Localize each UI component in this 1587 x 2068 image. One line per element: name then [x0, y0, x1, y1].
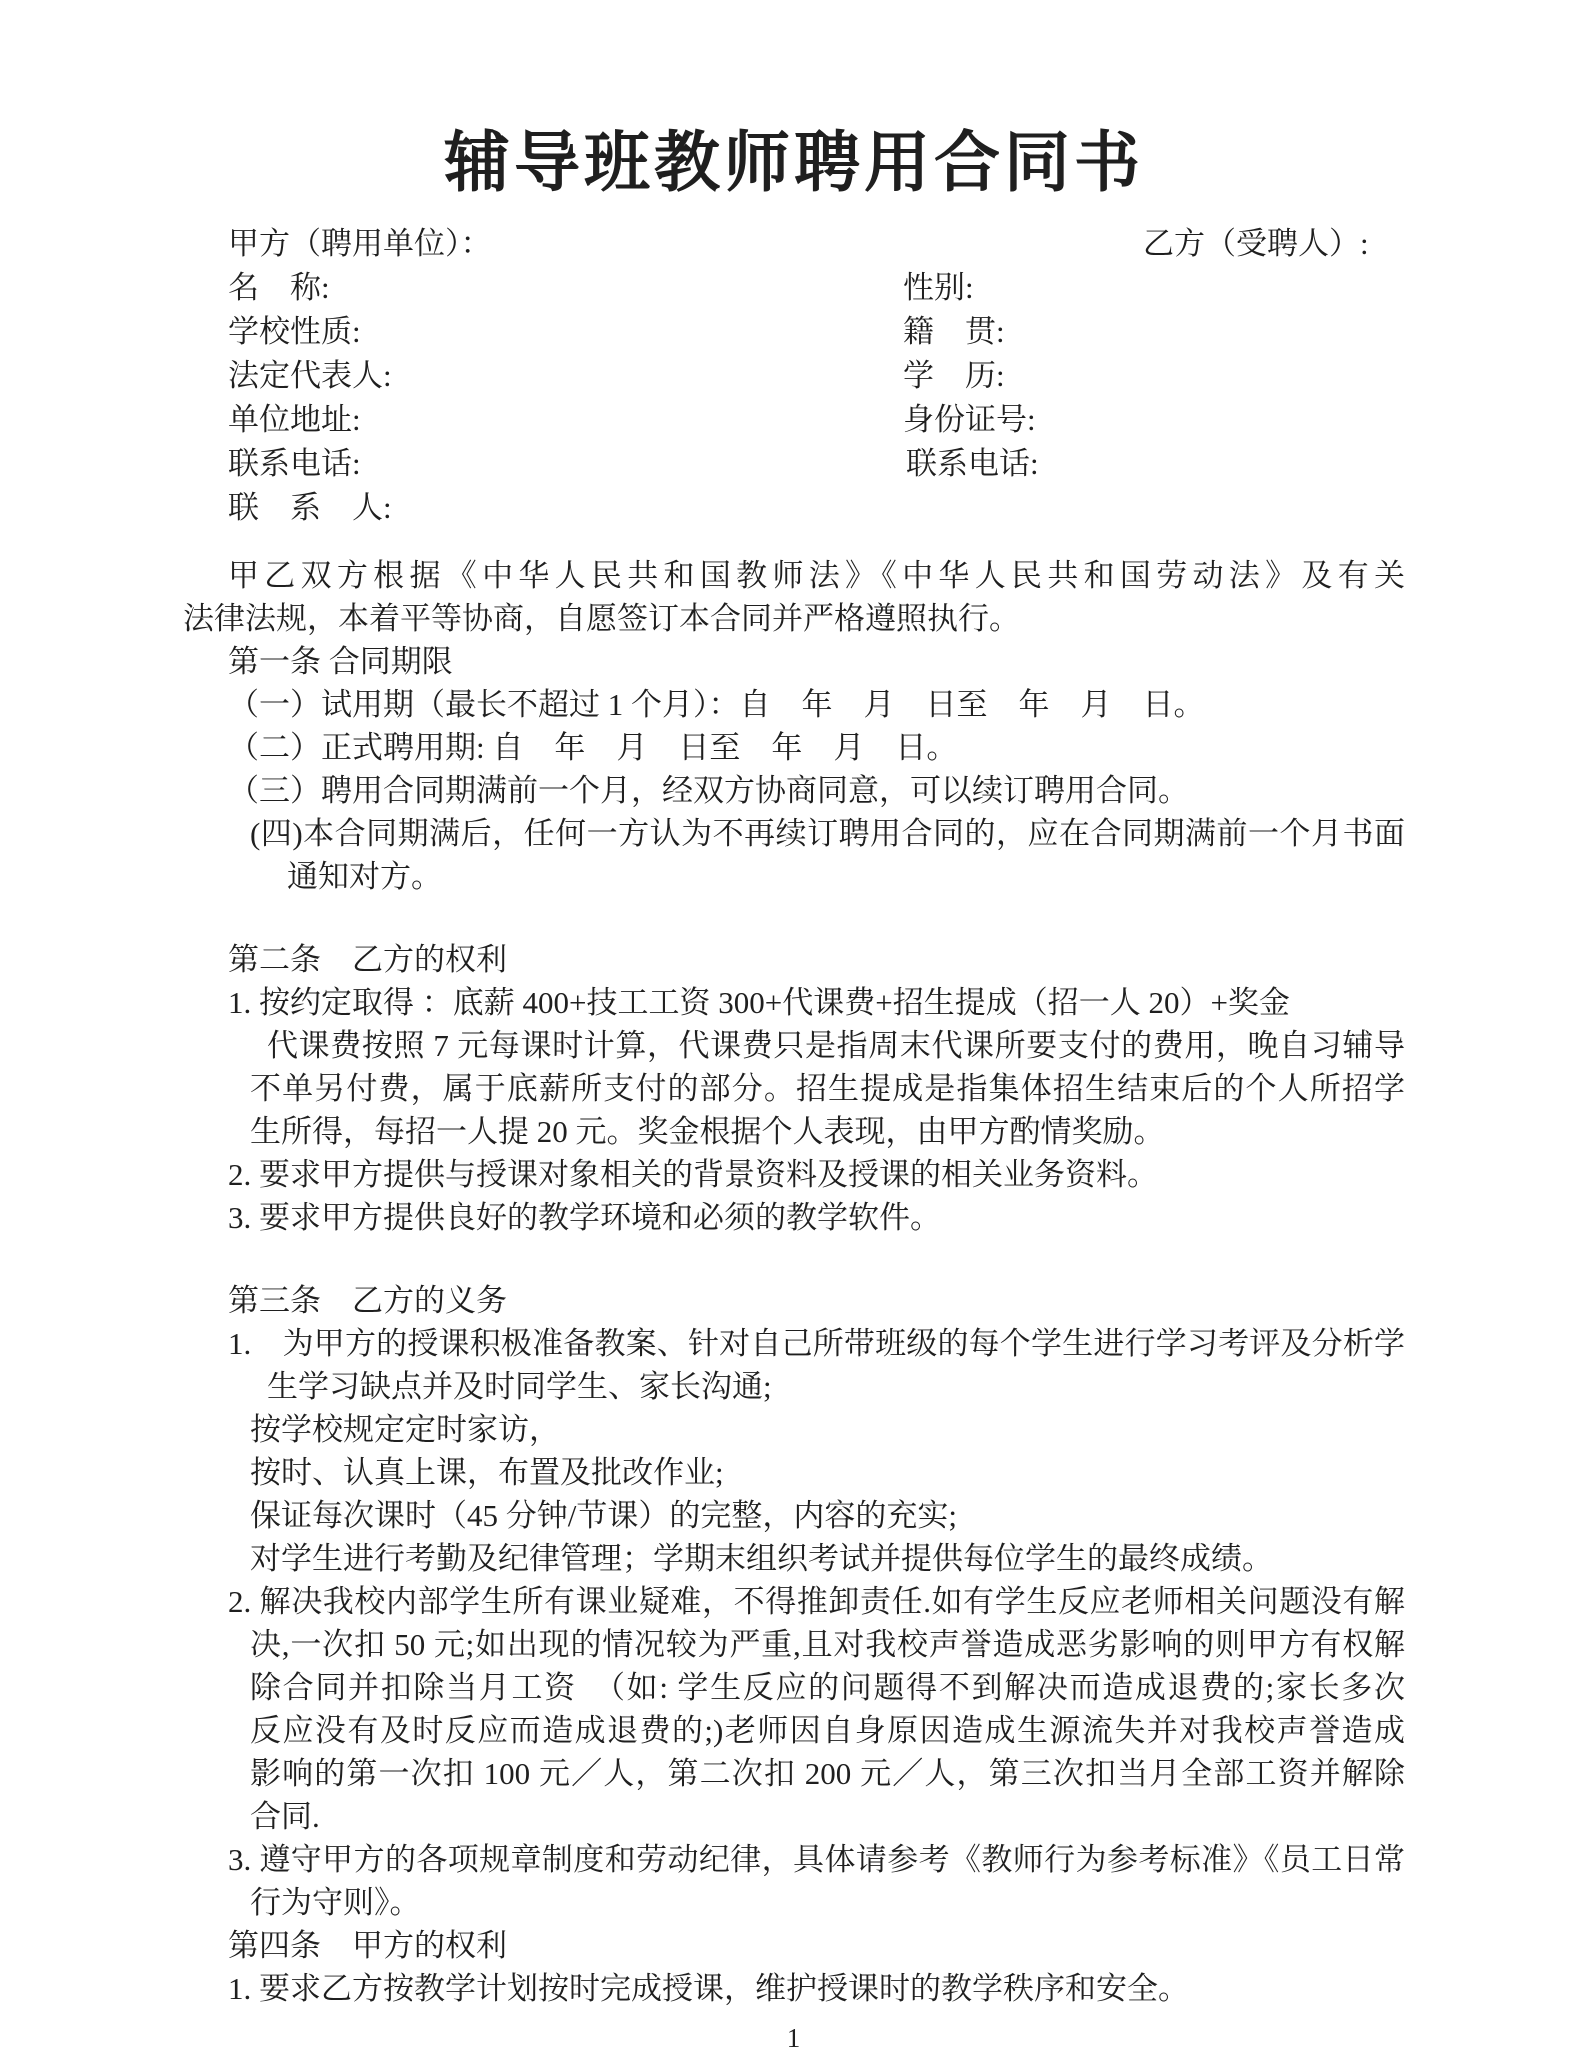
contract-line: 按时、认真上课，布置及批改作业;: [250, 1455, 724, 1490]
field-label-contact-person: 联 系 人:: [228, 490, 392, 525]
contract-line: 2. 解决我校内部学生所有课业疑难，不得推卸责任.如有学生反应老师相关问题没有解: [228, 1584, 1405, 1619]
article-1-heading: 第一条 合同期限: [228, 644, 453, 679]
article-2-heading: 第二条 乙方的权利: [228, 942, 507, 977]
blank-line: [183, 898, 1405, 938]
contract-line: 1. 按约定取得 ：底薪 400+技工工资 300+代课费+招生提成（招一人 20）+奖金: [228, 985, 1290, 1020]
article-4-heading: 第四条 甲方的权利: [228, 1928, 507, 1963]
contract-line: 对学生进行考勤及纪律管理；学期末组织考试并提供每位学生的最终成绩。: [250, 1541, 1273, 1576]
contract-line: 2. 要求甲方提供与授课对象相关的背景资料及授课的相关业务资料。: [228, 1157, 1158, 1192]
contract-line: (四)本合同期满后，任何一方认为不再续订聘用合同的，应在合同期满前一个月书面: [250, 816, 1405, 851]
contract-line: 生所得，每招一人提 20 元。奖金根据个人表现，由甲方酌情奖励。: [250, 1114, 1165, 1149]
contract-line: 反应没有及时反应而造成退费的;)老师因自身原因造成生源流失并对我校声誉造成: [250, 1713, 1405, 1748]
field-label-legal-representative: 法定代表人:: [228, 358, 392, 393]
page-number: 1: [786, 2023, 801, 2053]
form-row: [183, 354, 1405, 398]
contract-line: 3. 遵守甲方的各项规章制度和劳动纪律，具体请参考《教师行为参考标准》《员工日常: [228, 1842, 1405, 1877]
field-label-name: 名 称:: [228, 270, 330, 305]
party-b-label: 乙方（受聘人）:: [1143, 226, 1369, 261]
parties-form: [183, 222, 1405, 530]
form-row: [183, 442, 1405, 486]
contract-line: 不单另付费，属于底薪所支付的部分。招生提成是指集体招生结束后的个人所招学: [250, 1071, 1405, 1106]
contract-line: 合同.: [250, 1799, 320, 1834]
form-row: [183, 310, 1405, 354]
page-title: 辅导班教师聘用合同书: [444, 127, 1144, 200]
contract-line: 行为守则》。: [250, 1885, 421, 1920]
field-label-phone-a: 联系电话:: [228, 446, 361, 481]
contract-line: 保证每次课时（45 分钟/节课）的完整，内容的充实;: [250, 1498, 957, 1533]
form-row: [183, 266, 1405, 310]
field-label-phone-b: 联系电话:: [906, 446, 1039, 481]
contract-line: （三）聘用合同期满前一个月，经双方协商同意，可以续订聘用合同。: [228, 773, 1189, 808]
field-label-education: 学 历:: [903, 358, 1005, 393]
article-3-heading: 第三条 乙方的义务: [228, 1283, 507, 1318]
field-label-native-place: 籍 贯:: [903, 314, 1005, 349]
contract-line: 代课费按照 7 元每课时计算，代课费只是指周末代课所要支付的费用，晚自习辅导: [267, 1028, 1405, 1063]
contract-line: 甲乙双方根据《中华人民共和国教师法》《中华人民共和国劳动法》及有关: [228, 558, 1405, 593]
blank-line: [183, 1239, 1405, 1279]
field-label-address: 单位地址:: [228, 402, 361, 437]
contract-line: 1. 为甲方的授课积极准备教案、针对自己所带班级的每个学生进行学习考评及分析学: [228, 1326, 1405, 1361]
contract-line: 决,一次扣 50 元;如出现的情况较为严重,且对我校声誉造成恶劣影响的则甲方有权解: [250, 1627, 1405, 1662]
contract-line: 按学校规定定时家访，: [250, 1412, 560, 1447]
field-label-school-type: 学校性质:: [228, 314, 361, 349]
form-row: [183, 222, 1405, 266]
party-a-label: 甲方（聘用单位）：: [228, 226, 492, 261]
form-row: [183, 398, 1405, 442]
contract-line: （二）正式聘用期: 自 年 月 日至 年 月 日。: [228, 730, 958, 765]
contract-line: 通知对方。: [287, 859, 442, 894]
contract-line: 1. 要求乙方按教学计划按时完成授课，维护授课时的教学秩序和安全。: [228, 1971, 1189, 2006]
contract-line: 生学习缺点并及时同学生、家长沟通;: [267, 1369, 772, 1404]
form-row: [183, 486, 1405, 530]
field-label-gender: 性别:: [903, 270, 974, 305]
contract-line: 3. 要求甲方提供良好的教学环境和必须的教学软件。: [228, 1200, 941, 1235]
contract-line: 法律法规，本着平等协商，自愿签订本合同并严格遵照执行。: [183, 601, 1020, 636]
contract-line: 影响的第一次扣 100 元／人，第二次扣 200 元／人，第三次扣当月全部工资并解除: [250, 1756, 1405, 1791]
contract-line: 除合同并扣除当月工资 （如: 学生反应的问题得不到解决而造成退费的;家长多次: [250, 1670, 1405, 1705]
field-label-id-number: 身份证号:: [903, 402, 1036, 437]
contract-body: [183, 554, 1405, 2010]
contract-line: （一）试用期（最长不超过 1 个月）：自 年 月 日至 年 月 日。: [228, 687, 1205, 722]
